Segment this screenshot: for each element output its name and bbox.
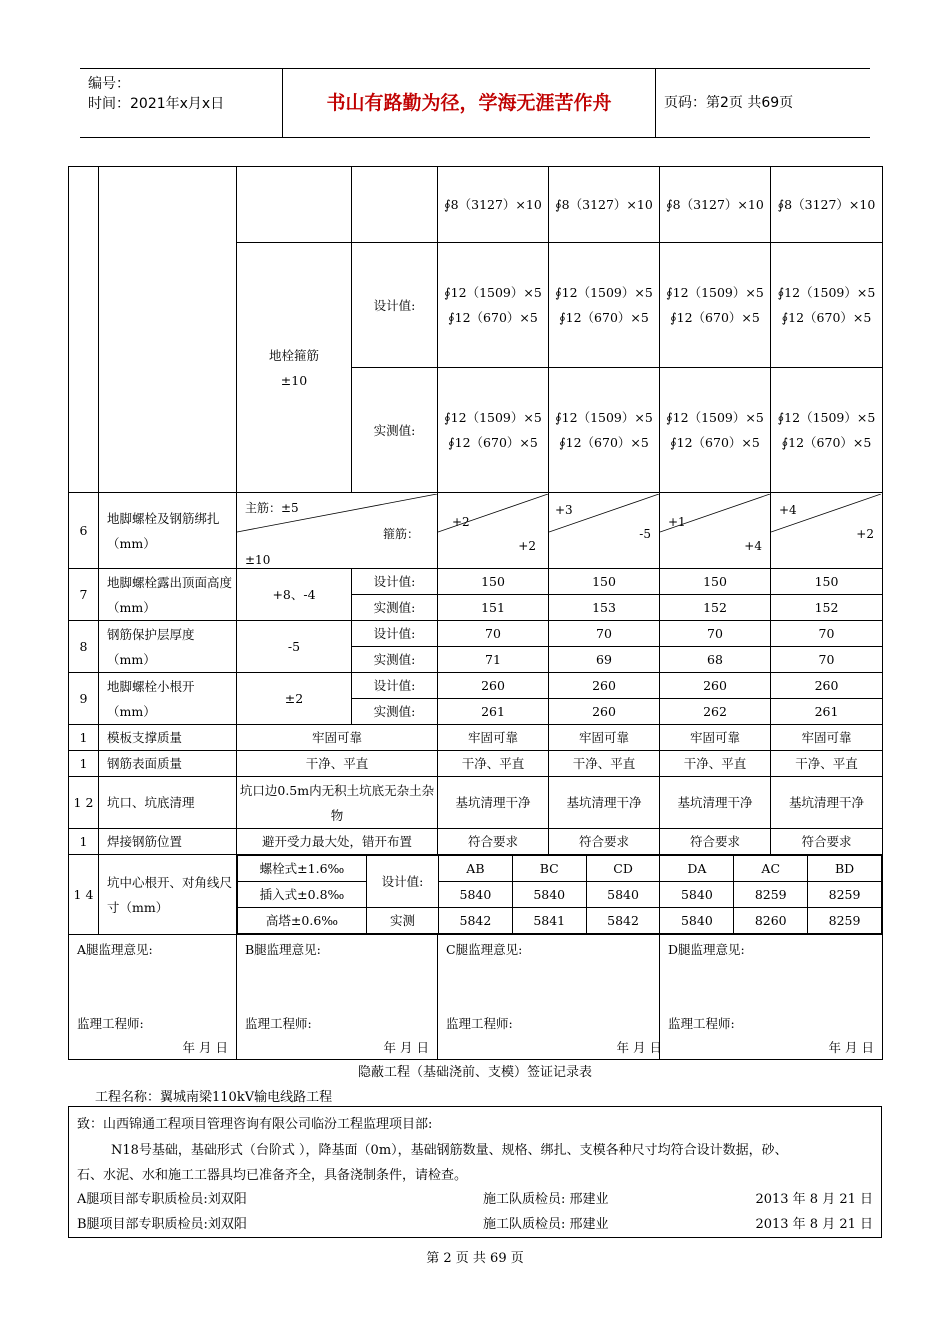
table-cell: 69 — [549, 647, 660, 673]
diag-tol-cell — [237, 493, 438, 569]
measured-label: 实测值: — [352, 647, 438, 673]
no-cell — [69, 167, 99, 493]
signature-b — [237, 935, 438, 1060]
design-label: 设计值: — [367, 856, 439, 908]
stirrup-tol: ±10 — [280, 372, 308, 388]
tol-cell: +8、-4 — [237, 569, 352, 621]
table-cell: 牢固可靠 — [660, 725, 771, 751]
table-cell: 5840 — [586, 882, 660, 908]
sig-date: 年 月 日 — [383, 1040, 429, 1055]
row-number: 6 — [69, 493, 99, 569]
table-cell: 牢固可靠 — [771, 725, 883, 751]
item-cell — [99, 167, 237, 493]
sig-date: 年 月 日 — [182, 1040, 228, 1055]
col-header: BD — [808, 856, 882, 882]
form-title: 隐蔽工程（基础浇前、支模）签证记录表 — [357, 1065, 592, 1080]
table-cell: 150 — [660, 569, 771, 595]
table-cell: 70 — [438, 621, 549, 647]
table-cell: 151 — [438, 595, 549, 621]
table-cell: 71 — [438, 647, 549, 673]
tol-text: 高塔±0.6‰ — [238, 908, 367, 934]
table-cell: ∮12（1509）×5 ∮12（670）×5 — [438, 368, 549, 493]
table-cell: 260 — [438, 673, 549, 699]
item-label: 焊接钢筋位置 — [99, 829, 237, 855]
table-cell: 符合要求 — [771, 829, 883, 855]
tol-stirrup: 箍筋： — [382, 526, 419, 541]
dims-subtable — [237, 855, 882, 934]
tol-text: 螺栓式±1.6‰ — [238, 856, 367, 882]
a-inspector: A腿项目部专职质检员:刘双阳 — [77, 1192, 247, 1207]
leg-cell — [549, 493, 660, 569]
sig-title: B腿监理意见: — [245, 942, 321, 957]
col-header: AC — [734, 856, 808, 882]
col-header: CD — [586, 856, 660, 882]
table-cell: 基坑清理干净 — [438, 777, 549, 829]
b-inspector: B腿项目部专职质检员:刘双阳 — [77, 1217, 247, 1232]
col-header: BC — [512, 856, 586, 882]
table-cell: 260 — [549, 699, 660, 725]
table-cell: ∮8（3127）×10 — [771, 167, 883, 243]
code-label: 编号： — [88, 76, 130, 92]
table-cell: ∮8（3127）×10 — [549, 167, 660, 243]
table-cell: 基坑清理干净 — [660, 777, 771, 829]
label-cell — [352, 167, 438, 243]
leg-cell — [771, 493, 883, 569]
table-cell: 干净、平直 — [771, 751, 883, 777]
design-label: 设计值: — [352, 243, 438, 368]
table-cell: 260 — [771, 673, 883, 699]
sig-title: D腿监理意见: — [668, 942, 745, 957]
col-header: DA — [660, 856, 734, 882]
table-cell: ∮12（1509）×5 ∮12（670）×5 — [438, 243, 549, 368]
recipient: 致：山西锦通工程项目管理咨询有限公司临汾工程监理项目部: — [77, 1117, 433, 1132]
sig-title: A腿监理意见: — [77, 942, 153, 957]
std-cell: 避开受力最大处，错开布置 — [237, 829, 438, 855]
table-cell: ∮12（1509）×5 ∮12（670）×5 — [771, 243, 883, 368]
item-label: 钢筋表面质量 — [99, 751, 237, 777]
table-cell: 70 — [660, 621, 771, 647]
body-line-1: N18号基础，基础形式（台阶式 ），降基面（0m），基础钢筋数量、规格、绑扎、支模各种尺寸均符合设计数据，砂、 — [111, 1143, 788, 1158]
table-cell: 干净、平直 — [660, 751, 771, 777]
table-cell: 干净、平直 — [438, 751, 549, 777]
tol-cell — [237, 167, 352, 243]
std-cell: 坑口边0.5m内无积土坑底无杂土杂物 — [237, 777, 438, 829]
row-number: 7 — [69, 569, 99, 621]
tol-text: 插入式±0.8‰ — [238, 882, 367, 908]
table-cell: 5842 — [586, 908, 660, 934]
tol-cell: -5 — [237, 621, 352, 673]
project-name: 工程名称：翼城南梁110kV输电线路工程 — [95, 1090, 333, 1105]
tol-cell: ±2 — [237, 673, 352, 725]
table-cell: ∮12（1509）×5 ∮12（670）×5 — [771, 368, 883, 493]
table-cell: 5840 — [660, 882, 734, 908]
item-label: 钢筋保护层厚度（mm） — [99, 621, 237, 673]
table-cell: 70 — [771, 621, 883, 647]
stirrup-label: 地栓箍筋 — [268, 347, 319, 363]
row-number: 1 2 — [69, 777, 99, 829]
table-cell: ∮12（1509）×5 ∮12（670）×5 — [660, 368, 771, 493]
row-number: 1 — [69, 725, 99, 751]
stirrup-cell — [237, 243, 352, 493]
team-inspector-b: 施工队质检员: 邢建业 — [483, 1217, 609, 1232]
team-inspector-a: 施工队质检员: 邢建业 — [483, 1192, 609, 1207]
table-cell: 261 — [438, 699, 549, 725]
table-cell: 260 — [660, 673, 771, 699]
table-cell: 5842 — [439, 908, 513, 934]
sig-date: 年 月 日 — [828, 1040, 874, 1055]
tol-main: 主筋：±5 — [245, 500, 299, 515]
measured-label: 实测值: — [352, 595, 438, 621]
date-label: 时间：2021年x月x日 — [88, 96, 225, 112]
table-cell: 260 — [549, 673, 660, 699]
leg-a: +4 — [779, 502, 797, 517]
table-cell: 5840 — [512, 882, 586, 908]
table-cell: 152 — [771, 595, 883, 621]
item-label: 地脚螺栓露出顶面高度（mm） — [99, 569, 237, 621]
table-cell: 基坑清理干净 — [549, 777, 660, 829]
row-number: 1 — [69, 829, 99, 855]
table-cell: ∮12（1509）×5 ∮12（670）×5 — [660, 243, 771, 368]
page-header — [80, 68, 870, 138]
std-cell: 干净、平直 — [237, 751, 438, 777]
table-cell: 261 — [771, 699, 883, 725]
sig-engineer: 监理工程师: — [668, 1016, 735, 1031]
table-cell: 153 — [549, 595, 660, 621]
item-label: 地脚螺栓小根开（mm） — [99, 673, 237, 725]
diagonal-dims-cell — [237, 855, 883, 935]
table-cell: ∮8（3127）×10 — [438, 167, 549, 243]
leg-cell — [438, 493, 549, 569]
page-label: 页码：第2页 共69页 — [664, 95, 794, 111]
table-cell: 68 — [660, 647, 771, 673]
measured-label: 实测值: — [352, 699, 438, 725]
certification-box — [68, 1106, 882, 1238]
signature-c — [438, 935, 660, 1060]
table-cell: 150 — [438, 569, 549, 595]
leg-a: +1 — [668, 514, 686, 529]
sig-title: C腿监理意见: — [446, 942, 523, 957]
table-cell: 70 — [771, 647, 883, 673]
table-cell: 牢固可靠 — [438, 725, 549, 751]
table-cell: ∮12（1509）×5 ∮12（670）×5 — [549, 368, 660, 493]
table-cell: 符合要求 — [549, 829, 660, 855]
row-number: 8 — [69, 621, 99, 673]
signature-a — [69, 935, 237, 1060]
table-cell: 70 — [549, 621, 660, 647]
table-cell: 5841 — [512, 908, 586, 934]
inspection-table-wrap — [68, 166, 882, 1060]
table-cell: 8260 — [734, 908, 808, 934]
table-cell: 基坑清理干净 — [771, 777, 883, 829]
col-header: AB — [439, 856, 513, 882]
body-line-2: 石、水泥、水和施工工器具均已准备齐全，具备浇制条件，请检查。 — [77, 1168, 468, 1183]
design-label: 设计值: — [352, 621, 438, 647]
leg-a: +3 — [555, 502, 573, 517]
sig-engineer: 监理工程师: — [77, 1016, 144, 1031]
table-cell: 8259 — [808, 882, 882, 908]
table-cell: ∮12（1509）×5 ∮12（670）×5 — [549, 243, 660, 368]
table-cell: 262 — [660, 699, 771, 725]
item-label: 模板支撑质量 — [99, 725, 237, 751]
header-left — [80, 69, 280, 137]
table-cell: 150 — [549, 569, 660, 595]
signature-d — [660, 935, 883, 1060]
table-cell: 152 — [660, 595, 771, 621]
table-cell: 5840 — [439, 882, 513, 908]
item-label: 坑口、坑底清理 — [99, 777, 237, 829]
tol-stirrup-value: ±10 — [245, 552, 271, 567]
row-number: 1 — [69, 751, 99, 777]
leg-b: +4 — [744, 538, 762, 553]
date-a: 2013 年 8 月 21 日 — [755, 1192, 873, 1207]
table-cell: 8259 — [808, 908, 882, 934]
item-label: 地脚螺栓及钢筋绑扎（mm） — [99, 493, 237, 569]
leg-cell — [660, 493, 771, 569]
measured-label: 实测 — [367, 908, 439, 934]
row-number: 1 4 — [69, 855, 99, 935]
design-label: 设计值: — [352, 673, 438, 699]
table-cell: 150 — [771, 569, 883, 595]
page-footer: 第 2 页 共 69 页 — [426, 1251, 524, 1266]
inspection-table — [68, 166, 883, 1060]
table-cell: 5840 — [660, 908, 734, 934]
motto: 书山有路勤为径，学海无涯苦作舟 — [282, 69, 656, 137]
sig-engineer: 监理工程师: — [446, 1016, 513, 1031]
leg-a: +2 — [452, 514, 470, 529]
table-cell: 干净、平直 — [549, 751, 660, 777]
sig-engineer: 监理工程师: — [245, 1016, 312, 1031]
table-cell: 符合要求 — [438, 829, 549, 855]
table-cell: 8259 — [734, 882, 808, 908]
table-cell: 牢固可靠 — [549, 725, 660, 751]
leg-b: +2 — [856, 526, 874, 541]
row-number: 9 — [69, 673, 99, 725]
leg-b: -5 — [639, 526, 651, 541]
table-cell: 符合要求 — [660, 829, 771, 855]
measured-label: 实测值: — [352, 368, 438, 493]
item-label: 坑中心根开、对角线尺寸（mm） — [99, 855, 237, 935]
sig-date: 年 月 日 — [616, 1040, 662, 1055]
table-cell: ∮8（3127）×10 — [660, 167, 771, 243]
design-label: 设计值: — [352, 569, 438, 595]
leg-b: +2 — [518, 538, 536, 553]
date-b: 2013 年 8 月 21 日 — [755, 1217, 873, 1232]
std-cell: 牢固可靠 — [237, 725, 438, 751]
